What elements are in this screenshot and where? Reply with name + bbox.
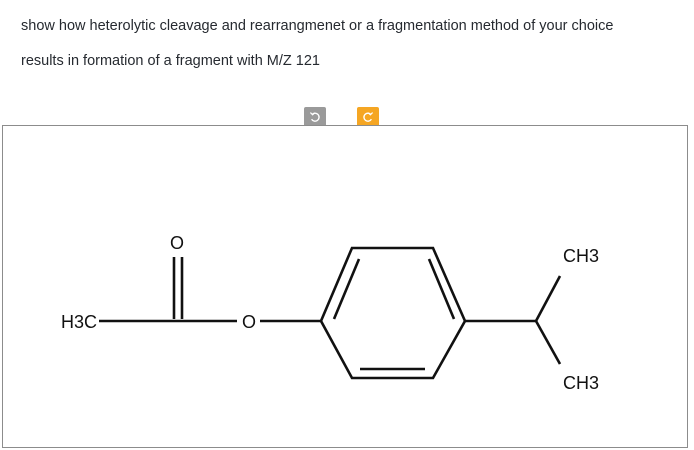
- atom-ester-oxygen: O: [242, 312, 257, 332]
- question-text: [21, 9, 693, 79]
- question-line-2: results in formation of a fragment with M/Z 121: [21, 53, 320, 69]
- redo-icon: [362, 111, 374, 123]
- ring-double-bond-1: [334, 259, 359, 319]
- benzene-ring: [321, 248, 465, 378]
- molecule-structure: [3, 126, 687, 447]
- drawing-canvas[interactable]: [2, 125, 688, 448]
- undo-icon: [309, 111, 321, 123]
- redo-button[interactable]: [357, 107, 379, 127]
- question-line-1: show how heterolytic cleavage and rearrangmenet or a fragmentation method of your choice: [21, 18, 614, 34]
- atom-carbonyl-oxygen: O: [170, 233, 185, 253]
- atom-methyl-top-label: CH3: [563, 246, 600, 266]
- bond-isopropyl-bottom: [536, 321, 560, 364]
- undo-button[interactable]: [304, 107, 326, 127]
- atom-methyl-bottom-label: CH3: [563, 373, 600, 393]
- atom-methyl-label: H3C: [61, 312, 98, 332]
- bond-isopropyl-top: [536, 276, 560, 321]
